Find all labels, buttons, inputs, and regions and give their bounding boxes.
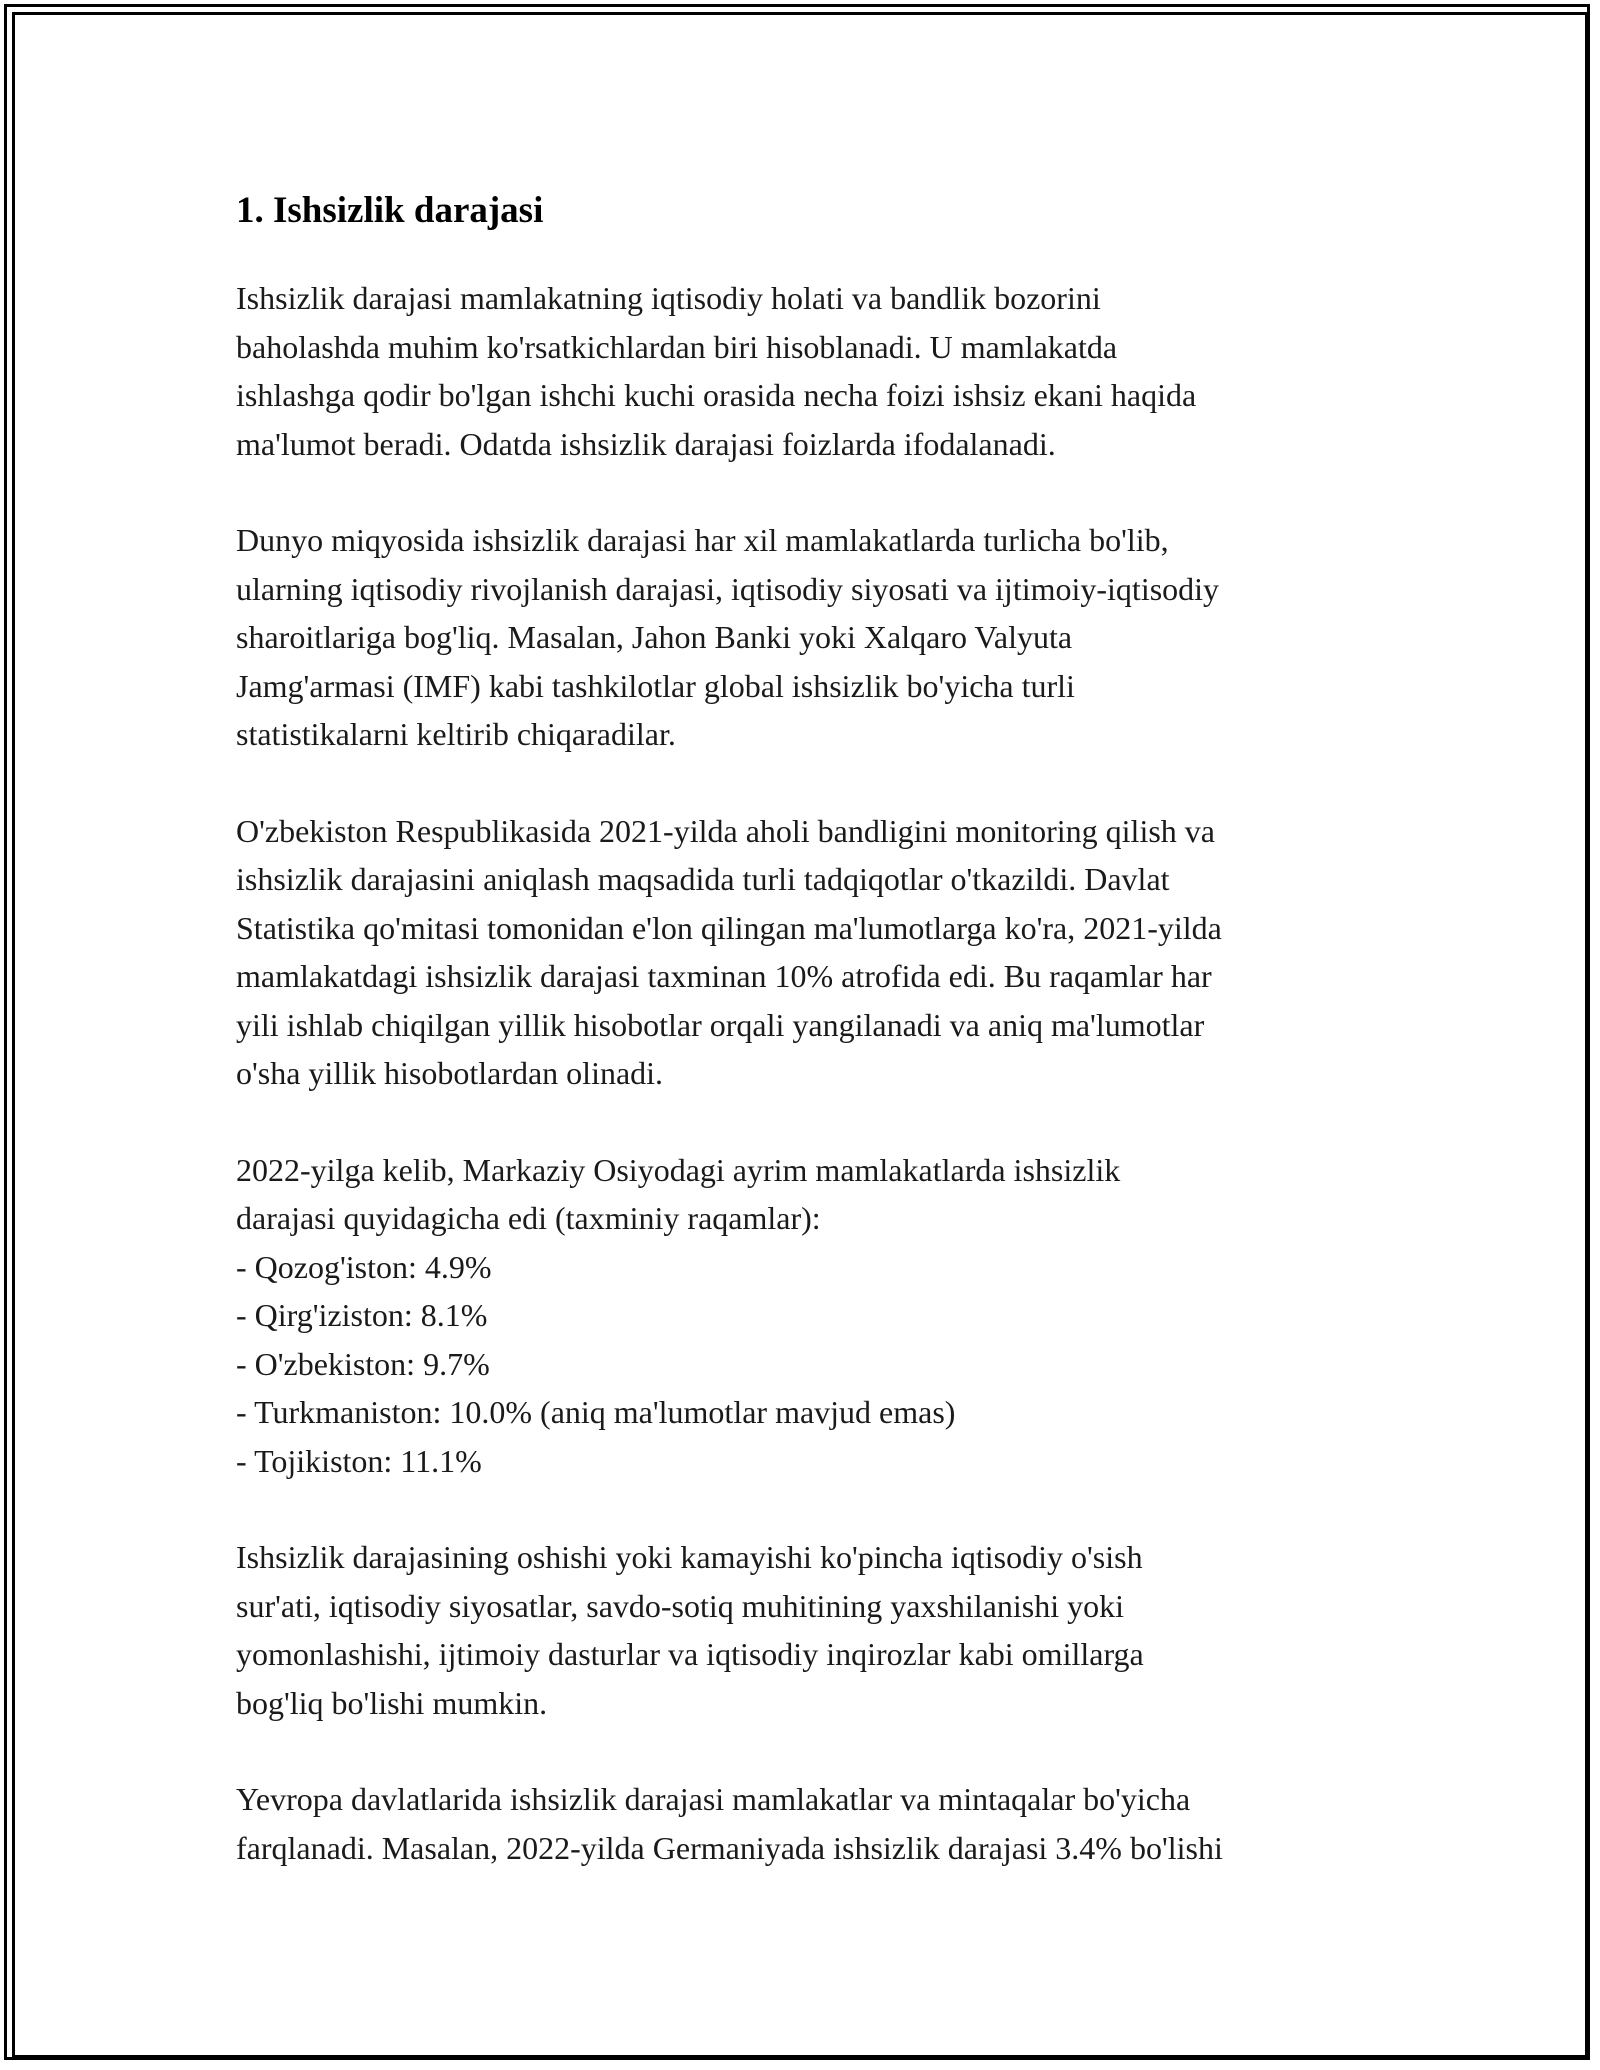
paragraph-uzbekistan <box>236 807 1386 1098</box>
text-line: Statistika qo'mitasi tomonidan e'lon qilingan ma'lumotlarga ko'ra, 2021-yilda <box>236 909 1222 946</box>
text-line: Dunyo miqyosida ishsizlik darajasi har xil mamlakatlarda turlicha bo'lib, <box>236 522 1169 558</box>
text-line: statistikalarni keltirib chiqaradilar. <box>236 716 676 752</box>
text-line: yili ishlab chiqilgan yillik hisobotlar orqali yangilanadi va aniq ma'lumotlar <box>236 1006 1205 1043</box>
text-line: Jamg'armasi (IMF) kabi tashkilotlar global ishsizlik bo'yicha turli <box>236 667 1075 704</box>
text-line: darajasi quyidagicha edi (taxminiy raqamlar): <box>236 1200 821 1236</box>
text-line: sur'ati, iqtisodiy siyosatlar, savdo-sotiq muhitining yaxshilanishi yoki <box>236 1587 1124 1624</box>
text-line: farqlanadi. Masalan, 2022-yilda Germaniyada ishsizlik darajasi 3.4% bo'lishi <box>236 1829 1223 1866</box>
list-item: - Qozog'iston: 4.9% <box>236 1248 492 1285</box>
text-line: yomonlashishi, ijtimoiy dasturlar va iqtisodiy inqirozlar kabi omillarga <box>236 1636 1144 1672</box>
text-line: Ishsizlik darajasi mamlakatning iqtisodiy holati va bandlik bozorini <box>236 280 1101 316</box>
list-item: - Turkmaniston: 10.0% (aniq ma'lumotlar mavjud emas) <box>236 1394 956 1430</box>
paragraph-global <box>236 516 1386 759</box>
text-line: mamlakatdagi ishsizlik darajasi taxminan 10% atrofida edi. Bu raqamlar har <box>236 958 1212 994</box>
section-heading: 1. Ishsizlik darajasi <box>236 190 544 231</box>
text-line: Yevropa davlatlarida ishsizlik darajasi mamlakatlar va mintaqalar bo'yicha <box>236 1781 1191 1817</box>
text-line: bog'liq bo'lishi mumkin. <box>236 1684 548 1721</box>
text-line: baholashda muhim ko'rsatkichlardan biri hisoblanadi. U mamlakatda <box>236 328 1118 365</box>
paragraph-definition <box>236 274 1386 468</box>
text-line: ularning iqtisodiy rivojlanish darajasi, iqtisodiy siyosati va ijtimoiy-iqtisodiy <box>236 570 1220 607</box>
text-line: Ishsizlik darajasining oshishi yoki kamayishi ko'pincha iqtisodiy o'sish <box>236 1539 1143 1575</box>
text-line: ishsizlik darajasini aniqlash maqsadida turli tadqiqotlar o'tkazildi. Davlat <box>236 861 1170 897</box>
list-item: - Qirg'iziston: 8.1% <box>236 1297 488 1333</box>
paragraph-central-asia <box>236 1146 1386 1486</box>
text-line: o'sha yillik hisobotlardan olinadi. <box>236 1055 664 1091</box>
text-line: sharoitlariga bog'liq. Masalan, Jahon Banki yoki Xalqaro Valyuta <box>236 619 1073 655</box>
list-item: - Tojikiston: 11.1% <box>236 1442 482 1479</box>
text-line: ma'lumot beradi. Odatda ishsizlik darajasi foizlarda ifodalanadi. <box>236 425 1056 462</box>
paragraph-europe <box>236 1775 1386 1872</box>
list-item: - O'zbekiston: 9.7% <box>236 1345 490 1382</box>
paragraph-factors <box>236 1533 1386 1727</box>
text-line: O'zbekiston Respublikasida 2021-yilda aholi bandligini monitoring qilish va <box>236 812 1215 849</box>
text-line: 2022-yilga kelib, Markaziy Osiyodagi ayrim mamlakatlarda ishsizlik <box>236 1151 1121 1188</box>
text-line: ishlashga qodir bo'lgan ishchi kuchi orasida necha foizi ishsiz ekani haqida <box>236 377 1197 413</box>
document-body <box>236 186 1386 1920</box>
